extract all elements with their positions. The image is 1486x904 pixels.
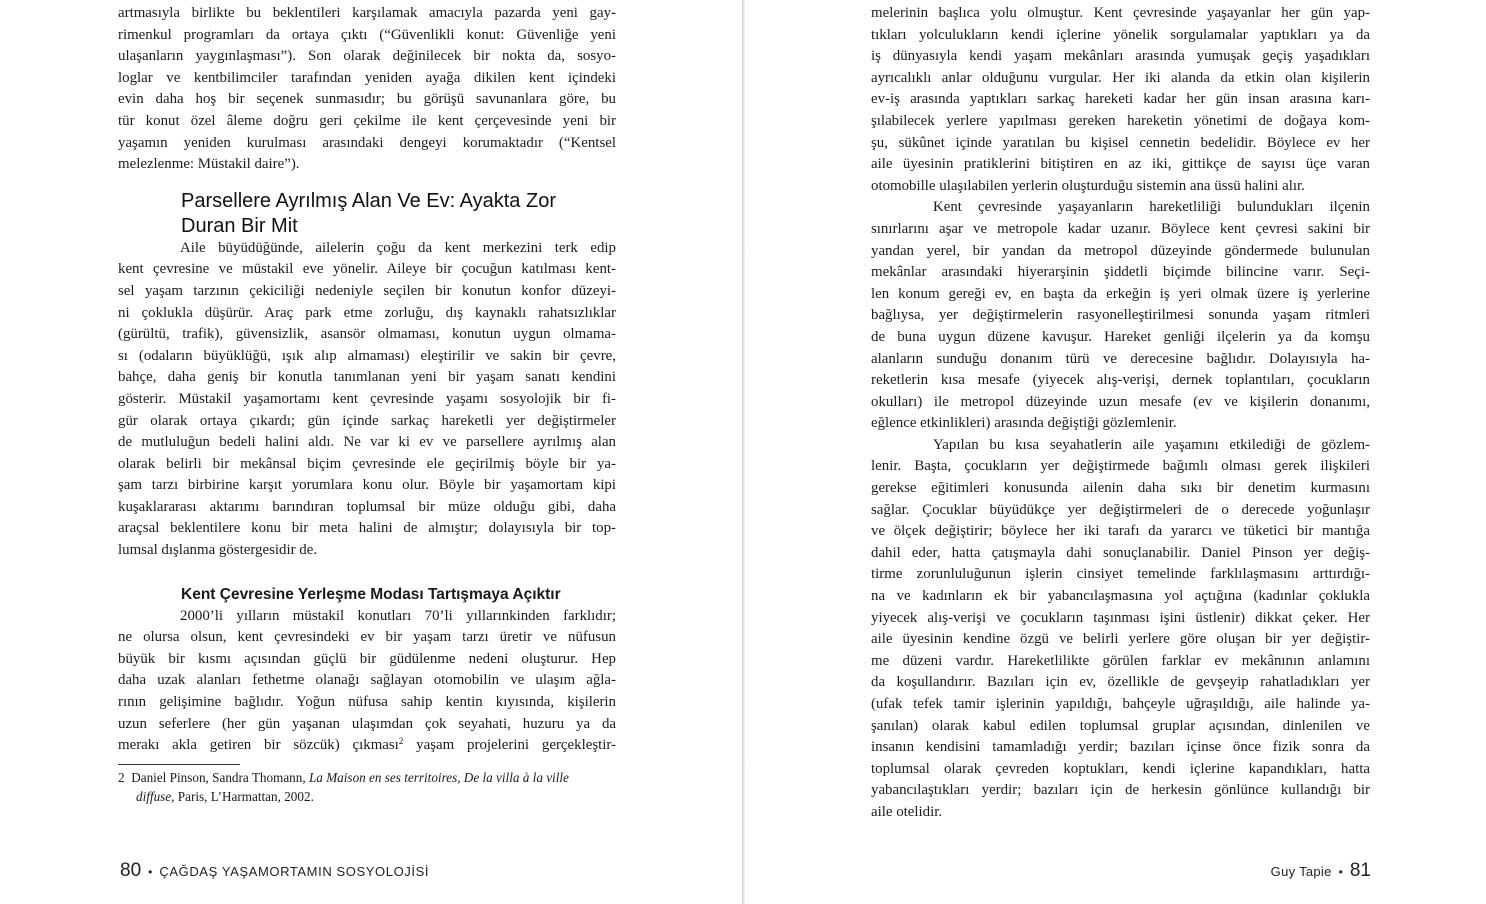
- paragraph: [871, 435, 1370, 824]
- text-line: ne olursa olsun, kent çevresindeki ev bir yaşam tarzı üretir ve nüfusun: [118, 629, 616, 646]
- text-line: insanın kendisini tamamladığı yerdir; bazıları içinse önce fizik sonra da: [871, 739, 1370, 756]
- left-page: [0, 0, 742, 904]
- text-line: yaşamın yeniden kurulması arasındaki dengeyi korumaktadır (“Kentsel: [118, 134, 616, 151]
- text-line: iş dünyasıyla kendi yaşam mekânları arasında yumuşak geçiş yaşadıkları: [871, 48, 1370, 65]
- text-line: okulları) ile metropol düzeyinde uzun mesafe (ev ve kişilerin donanımı,: [871, 393, 1370, 410]
- text-line: sı (odaların büyüklüğü, ışık alıp almaması) eleştirilir ve sakin bir çevre,: [118, 347, 616, 364]
- text-line: rimenkul programları da ortaya çıktı (“Güvenlikli konut: Güvenliğe yeni: [118, 26, 616, 43]
- text-line: sel yaşam tarzının çekiciliği nedeniyle seçilen bir konutun konfor düzeyi-: [118, 282, 616, 299]
- text-line: eğlence etkinlikleri) arasında değiştiği gözlemlenir.: [871, 415, 1177, 432]
- text-line: loglar ve kentbilimciler tarafından yeniden ayağa dikilen kent içindeki: [118, 69, 616, 86]
- paragraph: [871, 197, 1370, 435]
- text-line: artmasıyla birlikte bu beklentileri karşılamak amacıyla pazarda yeni gay-: [118, 5, 616, 21]
- footnote-title: La Maison en ses territoires, De la villa à la ville: [308, 769, 569, 785]
- text-line: (ufak tefek tamir işlerinin yapıldığı, bahçeyle uğraşıldığı, aile halinde ya-: [871, 696, 1370, 712]
- text-line: ni çoklukla düşürür. Araç park etme zorluğu, dış kaynaklı rahatsızlıklar: [118, 304, 616, 321]
- text-line: toplumsal olarak çevreden koptukları, kendi içlerine kapandıkları, hatta: [871, 760, 1370, 777]
- right-folio: [1271, 860, 1371, 882]
- footnote-title-continued: diffuse: [136, 788, 172, 804]
- text-line: şam tarzı birbirine karşıt yorumlara konu olur. Böyle bir yaşamortam kipi: [118, 477, 616, 494]
- text-line: de buna uygun düzene kavuşur. Hareket genliği ilçelerin ya da komşu: [871, 328, 1370, 345]
- text-line: sağlar. Çocuklar büyüdükçe yer değiştirmeleri de o derecede yoğunlaşır: [871, 501, 1370, 518]
- text-line: bahçe, daha geniş bir konutla tanımlanan yeni bir yaşam sanatı kendini: [118, 369, 616, 386]
- text-line: otomobille ulaşılabilen yerlerin oluşturduğu sistemin ana üssü halini alır.: [871, 177, 1305, 194]
- page-number: 80: [120, 860, 142, 881]
- right-page: [746, 0, 1486, 904]
- book-gutter: [742, 0, 745, 904]
- text-line: yandan yerel, bir yandan da metropol düzeyinde göndermede bulunulan: [871, 242, 1370, 259]
- text-line: lenir. Başta, çocukların yer değiştirmede bağımlı olması gerek ilişkileri: [871, 458, 1370, 475]
- left-folio: [120, 860, 429, 882]
- text-line: tür konut özel âleme doğru geri çekilme ile kent çerçevesinde yeni bir: [118, 112, 616, 129]
- footnote-reference[interactable]: 2: [398, 736, 404, 747]
- text-line: Yapılan bu kısa seyahatlerin aile yaşamını etkilediği de gözlem-: [933, 436, 1370, 453]
- footnote-continuation: [118, 787, 616, 806]
- text-line: rının gelişimine bağlıdır. Yoğun nüfusa sahip kentin kıyısında, kişilerin: [118, 694, 616, 711]
- text-line: gerekse eğitimleri konusunda ailenin daha sıkı bir denetim kurmasını: [871, 480, 1370, 497]
- text-line: gösterir. Müstakil yaşamortamı kent çevresinde yaşamı sosyolojik bir fi-: [118, 390, 616, 407]
- text-line: uzun seferlere (her gün yaşanan ulaşımdan çok seyahati, huzuru ya da: [118, 715, 616, 732]
- text-line: büyük bir kısmı açısından güçlü bir güdülenme nedeni oluşturur. Hep: [118, 650, 616, 667]
- running-head: ÇAĞDAŞ YAŞAMORTAMIN SOSYOLOJİSİ: [159, 864, 430, 879]
- text-line: ve ölçek değiştirir; böylece her iki tarafı da yararcı ve tüketici bir mantığa: [871, 523, 1370, 540]
- text-line: ev-iş arasında yaptıkları sarkaç hareketi kadar her gün insan arasına karı-: [871, 91, 1370, 108]
- text-line: Kent çevresinde yaşayanların hareketliliği bulundukları ilçenin: [933, 199, 1370, 216]
- text-line: şu, sükûnet içinde yaratılan bu kişisel cennetin bedelidir. Böylece ev her: [871, 134, 1370, 151]
- text-line: (gürültü, trafik), güvensizlik, asansör olmaması, konutun uygun olmama-: [118, 326, 616, 343]
- text-line: ayrıcalıklı anlar olduğunu vurgular. Her iki alanda da etkin olan kişilerin: [871, 69, 1370, 86]
- heading-line: Parsellere Ayrılmış Alan Ve Ev: Ayakta Zor: [181, 189, 556, 212]
- text-line: melezlenme: Müstakil daire”).: [118, 156, 300, 173]
- text-line: yabancılaştıkları yerdir; bazıları için de herkesin gönlünce kullandığı bir: [871, 782, 1370, 799]
- text-line: yiyecek alış-verişi ve çocukların taşınması işini üstlenir) dikkat çeker. Her: [871, 609, 1370, 626]
- text-line: Aile büyüdüğünde, ailelerin çoğu da kent merkezini terk edip: [180, 239, 616, 256]
- text-line: na ve kadınların ek bir yabancılaşmasına yol açtığına (kadınlar çoklukla: [871, 588, 1370, 605]
- footnote-number: 2: [118, 769, 125, 785]
- text-line: [118, 735, 616, 757]
- footnote-authors: Daniel Pinson, Sandra Thomann,: [131, 769, 306, 785]
- subsection-paragraph: [118, 606, 616, 757]
- text-line: evin daha hoş bir seçenek sunmasıdır; bu görüşü savunanlara göre, bu: [118, 91, 616, 108]
- footnote-rule: [118, 764, 240, 765]
- subsection-heading: Kent Çevresine Yerleşme Modası Tartışmaya Açıktır: [181, 585, 561, 603]
- text-line: araçsal beklentilere konu bir meta halini de almıştır; dolayısıyla bir top-: [118, 520, 616, 537]
- page-number: 81: [1349, 860, 1371, 881]
- text-line: aile otelidir.: [871, 803, 943, 820]
- text-line: alanların sunduğu donanım türü ve derecesine bağlıdır. Dolayısıyla ha-: [871, 350, 1370, 367]
- text-line: me düzeni vardır. Hareketlilikte görülen farklar ev mekânının anlamını: [871, 652, 1370, 669]
- text-line: tıkları yolculukların kendi içlerine yönelik sorgulamalar yaptıkları ya da: [871, 26, 1370, 43]
- folio-separator: •: [1338, 865, 1343, 879]
- footnote: [118, 768, 616, 787]
- text-line: mekânlar arasındaki hiyerarşinin şiddetli biçimde bilincine varır. Seçi-: [871, 264, 1370, 281]
- text-line: şılabilecek yerlere yapılması gereken hareketin yönetimi de doğaya kom-: [871, 112, 1370, 129]
- text-line: aile üyesinin pratiklerini bitiştiren en az iki, gittikçe de sayısı üçe varan: [871, 156, 1370, 173]
- running-head-author: Guy Tapie: [1270, 864, 1332, 879]
- right-text-column: [871, 3, 1370, 824]
- text-line: tirme zorunluluğunun işlerin cinsiyet temelinde farklılaşmasını arttırdığı-: [871, 566, 1370, 583]
- text-line: kuşaklararası aktarımı barındıran toplumsal bir müze olduğu gibi, daha: [118, 498, 616, 515]
- section-paragraph: [118, 238, 616, 562]
- text-line: sınırlarını aşar ve metropole kadar uzanır. Böylece kent çevresi sakini bir: [871, 220, 1370, 237]
- text-line: aile üyesinin kendine özgü ve belirli yerlere göre oluşan bir yer değiştir-: [871, 631, 1370, 648]
- text-fragment: yaşam projelerini gerçekleştir-: [403, 737, 616, 754]
- text-line: lumsal dışlanma göstergesidir de.: [118, 542, 318, 559]
- text-line: reketlerin kısa mesafe (yiyecek alış-verişi, dernek toplantıları, çocukların: [871, 372, 1370, 389]
- text-line: ulaşanların yaygınlaşması”). Son olarak değinilecek bir nokta da, sosyo-: [118, 48, 616, 65]
- heading-line: Duran Bir Mit: [181, 214, 298, 237]
- left-text-column: [118, 3, 616, 806]
- text-line: dahil eder, hatta çatışmayla dahi sonuçlanabilir. Daniel Pinson yer değiş-: [871, 544, 1370, 561]
- text-line: gür olarak ortaya çıkardı; gün içinde sarkaç hareketli yer değiştirmeler: [118, 412, 616, 429]
- intro-paragraph: [118, 3, 616, 176]
- text-line: 2000’li yılların müstakil konutları 70’li yıllarınkinden farklıdır;: [180, 607, 616, 624]
- text-line: len konum gereği ev, en başta da erkeğin iş yeri olmak üzere iş yerlerine: [871, 285, 1370, 302]
- text-line: olarak belirli bir mekânsal biçim çevresinde ele geçirilmiş böyle bir ya-: [118, 455, 616, 472]
- text-line: daha uzak alanları fethetme olanağı sağlayan otomobilin ve ulaşım ağla-: [118, 672, 616, 689]
- text-line: melerinin başlıca yolu olmuştur. Kent çevresinde yaşayanlar her gün yap-: [871, 5, 1370, 21]
- text-line: şanılan) olarak kabul edilen toplumsal gruplar açısından, dinlenilen ve: [871, 717, 1370, 734]
- paragraph: [871, 3, 1370, 197]
- text-line: de mutluluğun bedeli halini aldı. Ne var ki ev ve parsellere ayrılmış alan: [118, 434, 616, 451]
- text-line: kent çevresine ve müstakil eve yönelir. Aileye bir çocuğun katılması kent-: [118, 261, 616, 278]
- text-fragment: merakı akla getiren bir sözcük) çıkması: [118, 737, 399, 754]
- section-heading: [181, 189, 616, 239]
- folio-separator: •: [148, 865, 153, 879]
- footnote-publisher: , Paris, L’Harmattan, 2002.: [171, 788, 314, 804]
- text-line: bağlıysa, yer değiştirmelerin rasyonelleştirilmesi sonunda yaşam ritmleri: [871, 307, 1370, 324]
- text-line: da koşullandırır. Bazıları için ev, özellikle de gevşeyip rahatladıkları yer: [871, 674, 1370, 691]
